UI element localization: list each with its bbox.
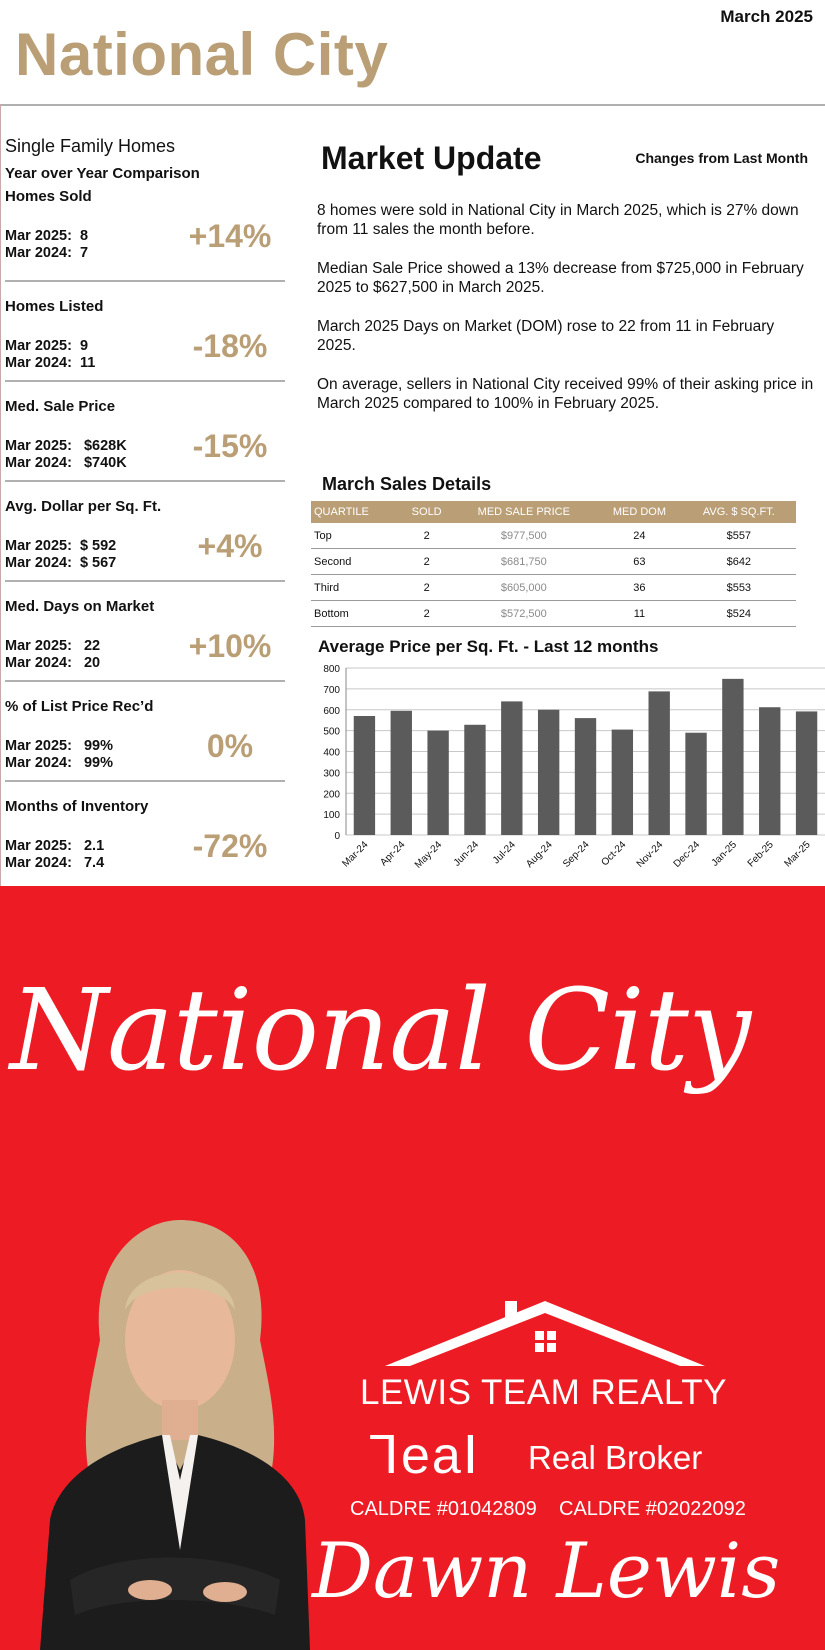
- bar: [391, 711, 412, 835]
- chart-title: Average Price per Sq. Ft. - Last 12 months: [318, 637, 659, 656]
- stat-change: +4%: [197, 528, 263, 564]
- column-header: SOLD: [403, 501, 451, 523]
- agent-banner: [0, 886, 825, 1650]
- x-tick-label: Apr-24: [378, 839, 408, 869]
- summary-paragraph: Median Sale Price showed a 13% decrease from $725,000 in February 2025 to $627,500 in March 2025.: [317, 260, 804, 296]
- team-name: LEWIS TEAM REALTY: [360, 1373, 728, 1412]
- stat-current: Mar 2025: 2.1: [5, 838, 105, 854]
- x-tick-label: Dec-24: [671, 839, 703, 870]
- stat-months-inventory: [5, 782, 285, 880]
- bar: [759, 707, 780, 835]
- table-row: [311, 523, 796, 549]
- changes-label: Changes from Last Month: [635, 150, 808, 166]
- stat-change: -15%: [192, 428, 268, 464]
- stat-current: Mar 2025: 99%: [5, 738, 114, 754]
- stat-med-sale-price: [5, 382, 285, 482]
- table-cell: $557: [682, 523, 796, 549]
- left-edge-line: [0, 104, 1, 886]
- stat-current: Mar 2025: 8: [5, 228, 89, 244]
- table-cell: 2: [403, 601, 451, 627]
- stat-label: Avg. Dollar per Sq. Ft.: [5, 498, 162, 515]
- column-header: AVG. $ SQ.FT.: [682, 501, 796, 523]
- table-cell: 11: [597, 601, 681, 627]
- stat-homes-sold: [5, 182, 285, 282]
- summary-paragraph: March 2025 Days on Market (DOM) rose to 22 from 11 in February 2025.: [317, 318, 775, 354]
- yoy-column: [5, 136, 285, 880]
- agent-photo: [30, 1220, 310, 1650]
- x-tick-label: May-24: [412, 839, 445, 871]
- stat-label: Med. Sale Price: [5, 398, 116, 415]
- bar: [538, 710, 559, 835]
- house-roof-icon: [380, 1291, 710, 1371]
- avg-price-sqft-chart: [310, 660, 825, 882]
- bar: [464, 725, 485, 835]
- header-divider: [0, 104, 825, 106]
- stat-previous: Mar 2024: $740K: [5, 455, 127, 471]
- bar: [685, 733, 706, 835]
- table-cell: 24: [597, 523, 681, 549]
- column-header: MED DOM: [597, 501, 681, 523]
- table-header-row: [311, 501, 796, 523]
- section-title: Single Family Homes: [5, 136, 176, 156]
- x-tick-label: Jan-25: [709, 839, 740, 869]
- table-cell: $681,750: [450, 549, 597, 575]
- table-cell: $977,500: [450, 523, 597, 549]
- y-tick-label: 200: [323, 789, 340, 801]
- stat-previous: Mar 2024: 7: [5, 245, 89, 261]
- y-tick-label: 100: [323, 810, 340, 822]
- table-cell: 36: [597, 575, 681, 601]
- stat-label: % of List Price Rec’d: [5, 698, 154, 715]
- sales-details-table: [311, 501, 796, 627]
- stat-previous: Mar 2024: $ 567: [5, 555, 117, 571]
- table-cell: Second: [311, 549, 403, 575]
- stat-change: +14%: [188, 218, 272, 254]
- y-tick-label: 600: [323, 705, 340, 717]
- stat-previous: Mar 2024: 11: [5, 355, 96, 371]
- stat-avg-dollar-sqft: [5, 482, 285, 582]
- table-row: [311, 575, 796, 601]
- market-update-title: Market Update: [321, 140, 542, 176]
- bar: [612, 730, 633, 835]
- x-tick-label: Sep-24: [561, 839, 592, 870]
- city-script-title: National City: [10, 966, 751, 1096]
- table-cell: $572,500: [450, 601, 597, 627]
- table-row: [311, 549, 796, 575]
- report-date: March 2025: [720, 7, 813, 26]
- x-tick-label: Aug-24: [524, 839, 555, 870]
- stat-med-days-on-market: [5, 582, 285, 682]
- market-summary: [317, 202, 817, 434]
- x-tick-label: Mar-24: [340, 839, 371, 870]
- bar: [649, 691, 670, 835]
- stat-label: Homes Sold: [5, 188, 92, 205]
- x-tick-label: Jul-24: [490, 839, 518, 867]
- stat-label: Homes Listed: [5, 298, 104, 315]
- stat-previous: Mar 2024: 20: [5, 655, 101, 671]
- sales-details-title: March Sales Details: [322, 474, 492, 494]
- stat-current: Mar 2025: $628K: [5, 438, 127, 454]
- stat-change: -18%: [192, 328, 268, 364]
- y-tick-label: 400: [323, 747, 340, 759]
- y-tick-label: 300: [323, 768, 340, 780]
- x-tick-label: Mar-25: [782, 839, 813, 870]
- table-cell: 2: [403, 523, 451, 549]
- table-cell: Top: [311, 523, 403, 549]
- bar: [722, 679, 743, 835]
- stat-change: -72%: [192, 828, 268, 864]
- agent-name: Dawn Lewis: [312, 1526, 781, 1615]
- stat-current: Mar 2025: 9: [5, 338, 89, 354]
- stat-change: 0%: [206, 728, 254, 764]
- stat-change: +10%: [188, 628, 272, 664]
- table-cell: $642: [682, 549, 796, 575]
- stat-label: Med. Days on Market: [5, 598, 155, 615]
- x-tick-label: Feb-25: [745, 839, 776, 870]
- table-cell: $524: [682, 601, 796, 627]
- column-header: MED SALE PRICE: [450, 501, 597, 523]
- column-header: QUARTILE: [311, 501, 403, 523]
- stat-homes-listed: [5, 282, 285, 382]
- license-numbers: CALDRE #01042809 CALDRE #02022092: [350, 1498, 746, 1520]
- table-cell: 2: [403, 549, 451, 575]
- stat-previous: Mar 2024: 7.4: [5, 855, 105, 871]
- table-row: [311, 601, 796, 627]
- table-cell: $605,000: [450, 575, 597, 601]
- city-title: National City: [15, 21, 389, 88]
- table-cell: Third: [311, 575, 403, 601]
- stat-previous: Mar 2024: 99%: [5, 755, 114, 771]
- table-cell: Bottom: [311, 601, 403, 627]
- yoy-subtitle: Year over Year Comparison: [5, 165, 200, 182]
- x-tick-label: Nov-24: [634, 839, 666, 870]
- y-tick-label: 500: [323, 726, 340, 738]
- y-tick-label: 800: [323, 664, 340, 675]
- x-tick-label: Oct-24: [599, 839, 629, 869]
- summary-paragraph: 8 homes were sold in National City in March 2025, which is 27% down from 11 sales the month before.: [317, 202, 799, 238]
- summary-paragraph: On average, sellers in National City received 99% of their asking price in March 2025 compared to 100% in February 2025.: [317, 376, 814, 412]
- stat-current: Mar 2025: $ 592: [5, 538, 117, 554]
- bar: [575, 718, 596, 835]
- bar: [354, 716, 375, 835]
- y-tick-label: 700: [323, 684, 340, 696]
- table-cell: 2: [403, 575, 451, 601]
- bar: [501, 701, 522, 835]
- stat-label: Months of Inventory: [5, 798, 149, 815]
- broker-name: Real Broker: [528, 1439, 703, 1476]
- bar: [796, 711, 817, 835]
- stat-list-price-received: [5, 682, 285, 782]
- y-tick-label: 0: [334, 831, 340, 842]
- real-logo: ꓶeaꓲ: [370, 1427, 481, 1485]
- bar: [427, 731, 448, 835]
- table-cell: $553: [682, 575, 796, 601]
- stat-current: Mar 2025: 22: [5, 638, 101, 654]
- x-tick-label: Jun-24: [451, 839, 482, 869]
- table-cell: 63: [597, 549, 681, 575]
